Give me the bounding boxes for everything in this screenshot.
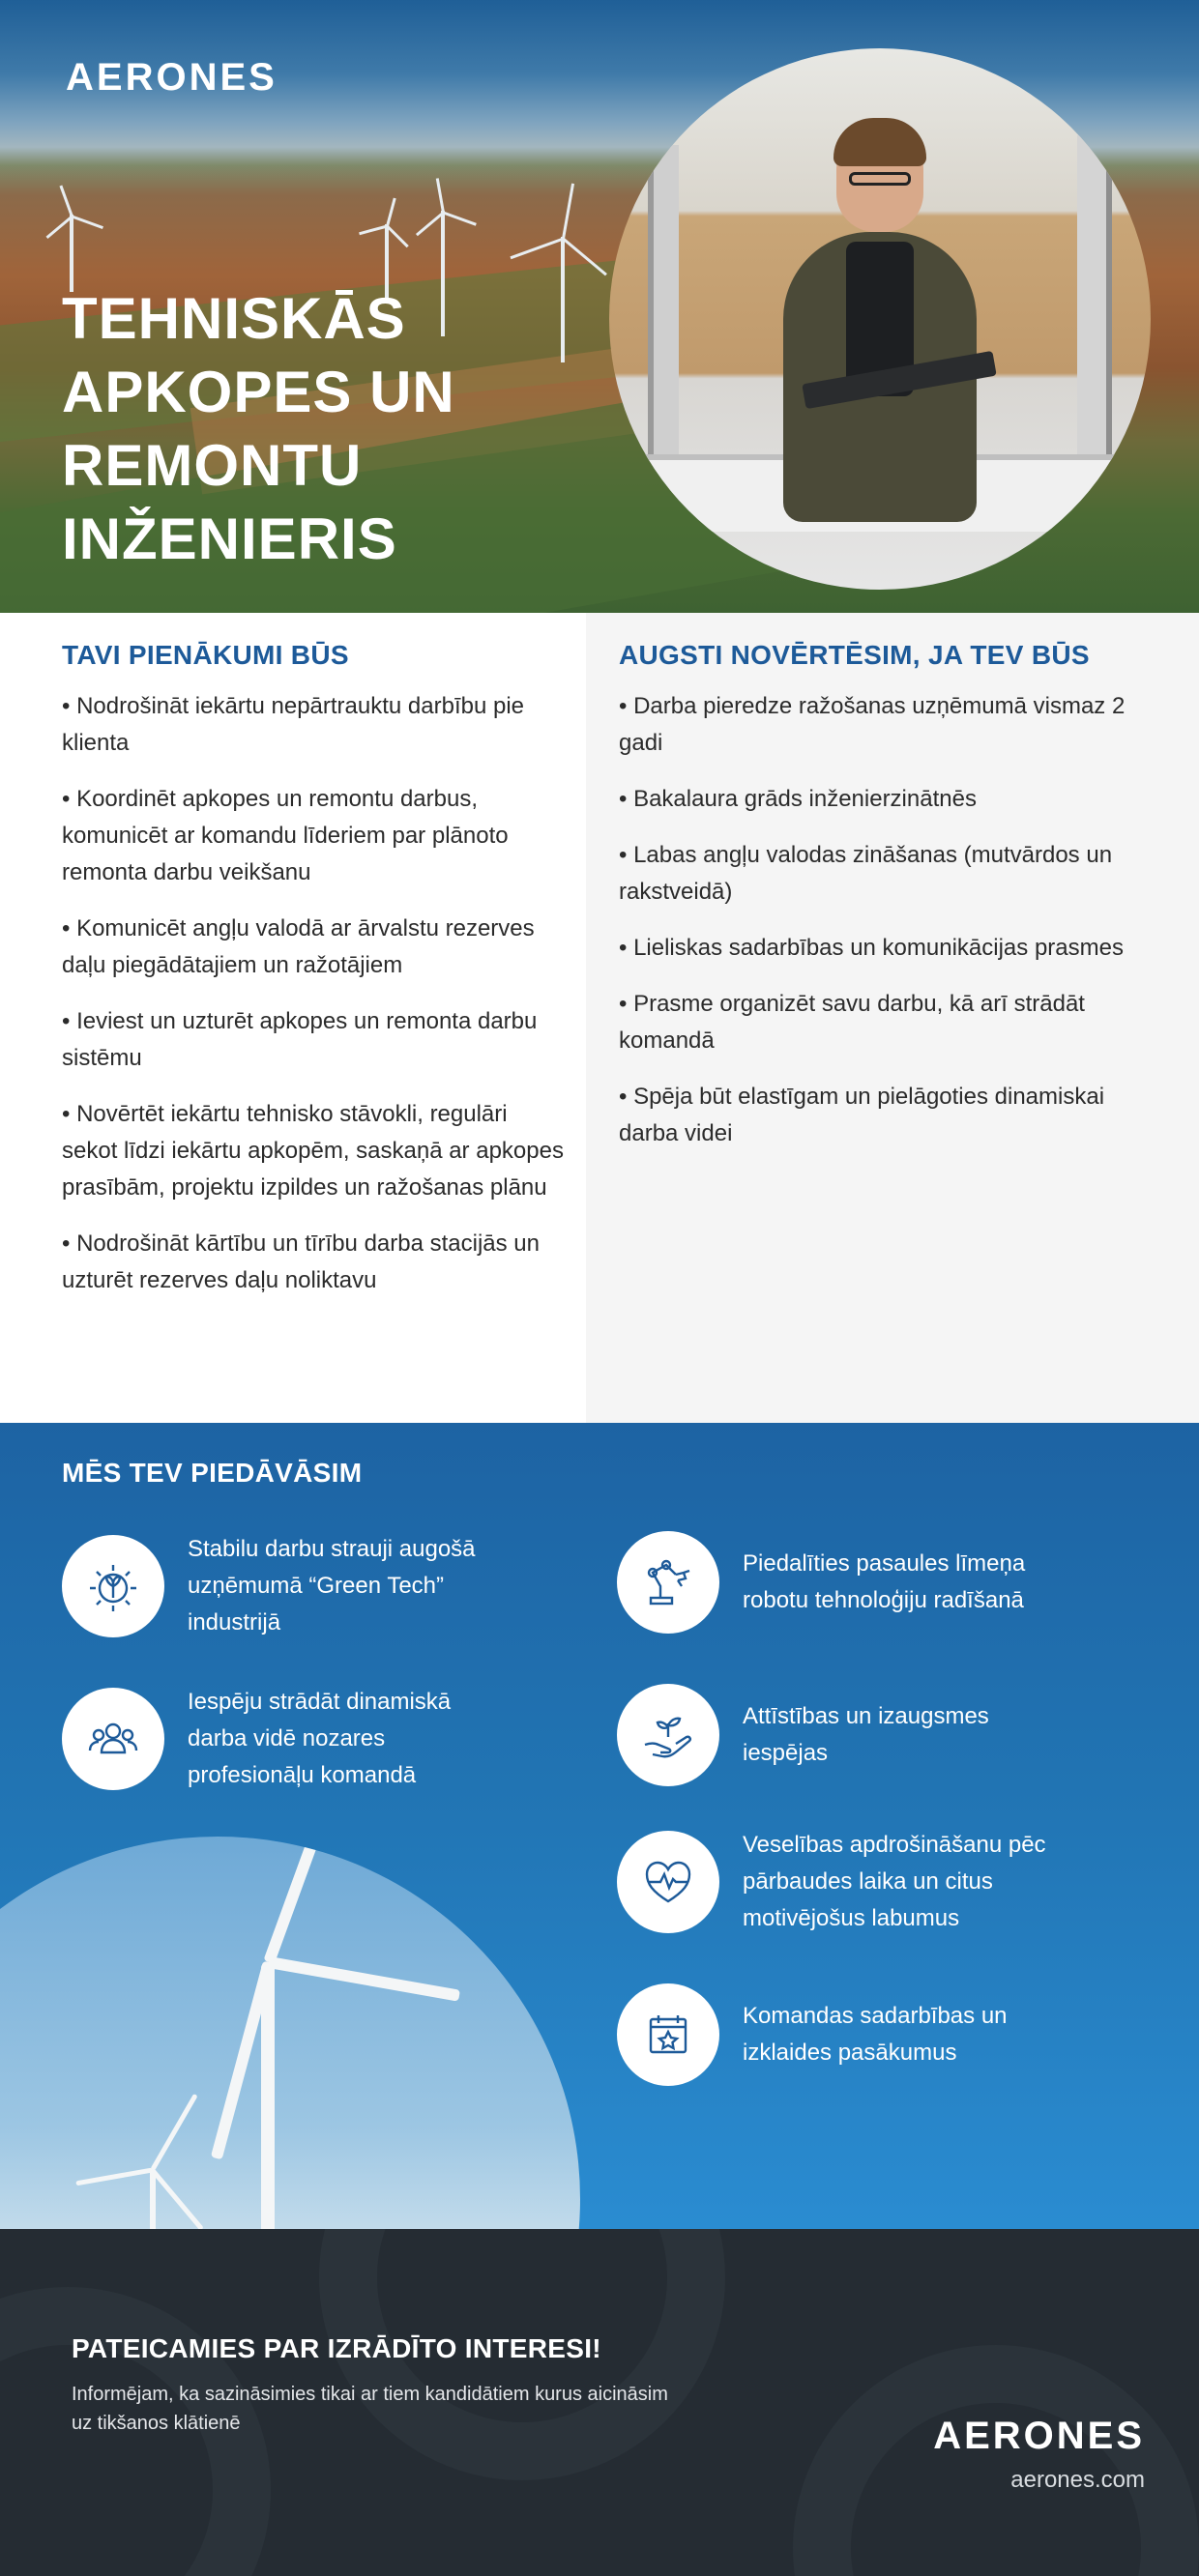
list-item: • Nodrošināt iekārtu nepārtrauktu darbību pie klienta xyxy=(62,693,525,756)
engineer-photo xyxy=(609,48,1151,590)
benefit-text: Stabilu darbu strauji augošā uzņēmumā “Green Tech” industrijā xyxy=(188,1536,476,1635)
benefit-text: Iespēju strādāt dinamiskā darba vidē nozares profesionāļu komandā xyxy=(188,1689,452,1788)
list-item: • Labas angļu valodas zināšanas (mutvārdos un rakstveidā) xyxy=(619,842,1113,905)
growth-hand-plant-icon xyxy=(617,1684,719,1786)
benefit-item xyxy=(617,1827,1071,1937)
benefit-item xyxy=(62,1684,516,1794)
benefit-item xyxy=(617,1684,1071,1786)
duties-title: TAVI PIENĀKUMI BŪS xyxy=(62,640,349,670)
aerones-logo: AERONES xyxy=(66,56,278,99)
aerones-logo: AERONES xyxy=(933,2415,1145,2457)
benefit-text: Veselības apdrošināšanu pēc pārbaudes laika un citus motivējošus labumus xyxy=(743,1832,1046,1931)
decorative-pattern xyxy=(793,2345,1199,2576)
wind-turbines-photo xyxy=(0,1837,580,2229)
footer-note: Informējam, ka sazināsimies tikai ar tiem kandidātiem kurus aicināsim uz tikšanos klātienē xyxy=(72,2384,668,2434)
list-item: • Lieliskas sadarbības un komunikācijas prasmes xyxy=(619,935,1124,961)
benefit-item xyxy=(617,1983,1071,2086)
thank-you-title: PATEICAMIES PAR IZRĀDĪTO INTERESI! xyxy=(72,2333,601,2363)
benefits-section xyxy=(0,1423,1199,2229)
list-item: • Nodrošināt kārtību un tīrību darba stacijās un uzturēt rezerves daļu noliktavu xyxy=(62,1230,541,1293)
requirements-title: AUGSTI NOVĒRTĒSIM, JA TEV BŪS xyxy=(619,640,1090,670)
green-tech-gear-icon xyxy=(62,1535,164,1637)
title-line: TEHNISKĀS xyxy=(62,286,406,351)
duties-section xyxy=(0,613,586,1423)
benefit-text: Piedalīties pasaules līmeņa robotu tehnoloģiju radīšanā xyxy=(743,1550,1026,1613)
list-item: • Darba pieredze ražošanas uzņēmumā vismaz 2 gadi xyxy=(619,693,1126,756)
benefit-item xyxy=(62,1531,516,1641)
benefit-item xyxy=(617,1531,1071,1634)
title-line: REMONTU xyxy=(62,433,363,498)
benefits-title: MĒS TEV PIEDĀVĀSIM xyxy=(62,1458,363,1488)
title-line: APKOPES UN xyxy=(62,360,455,424)
benefit-text: Komandas sadarbības un izklaides pasākumus xyxy=(743,2003,1008,2066)
list-item: • Prasme organizēt savu darbu, kā arī strādāt komandā xyxy=(619,991,1085,1054)
requirements-section xyxy=(586,613,1199,1423)
page-title xyxy=(62,282,603,576)
calendar-star-icon xyxy=(617,1983,719,2086)
list-item: • Novērtēt iekārtu tehnisko stāvokli, regulāri sekot līdzi iekārtu apkopēm, saskaņā ar apkopes prasībām, projektu izpildes un ražošanas plānu xyxy=(62,1101,564,1201)
list-item: • Ieviest un uzturēt apkopes un remonta darbu sistēmu xyxy=(62,1008,538,1071)
benefit-text: Attīstības un izaugsmes iespējas xyxy=(743,1703,989,1766)
list-item: • Spēja būt elastīgam un pielāgoties dinamiskai darba videi xyxy=(619,1084,1105,1146)
list-item: • Bakalaura grāds inženierzinātnēs xyxy=(619,786,977,812)
list-item: • Komunicēt angļu valodā ar ārvalstu rezerves daļu piegādātajiem un ražotājiem xyxy=(62,915,535,978)
robot-arm-icon xyxy=(617,1531,719,1634)
footer xyxy=(0,2229,1199,2576)
website-link[interactable]: aerones.com xyxy=(1010,2467,1145,2493)
title-line: INŽENIERIS xyxy=(62,507,397,571)
hero-banner xyxy=(0,0,1199,613)
health-heart-icon xyxy=(617,1831,719,1933)
list-item: • Koordinēt apkopes un remontu darbus, komunicēt ar komandu līderiem par plānoto remonta darbu veikšanu xyxy=(62,786,509,885)
team-icon xyxy=(62,1688,164,1790)
